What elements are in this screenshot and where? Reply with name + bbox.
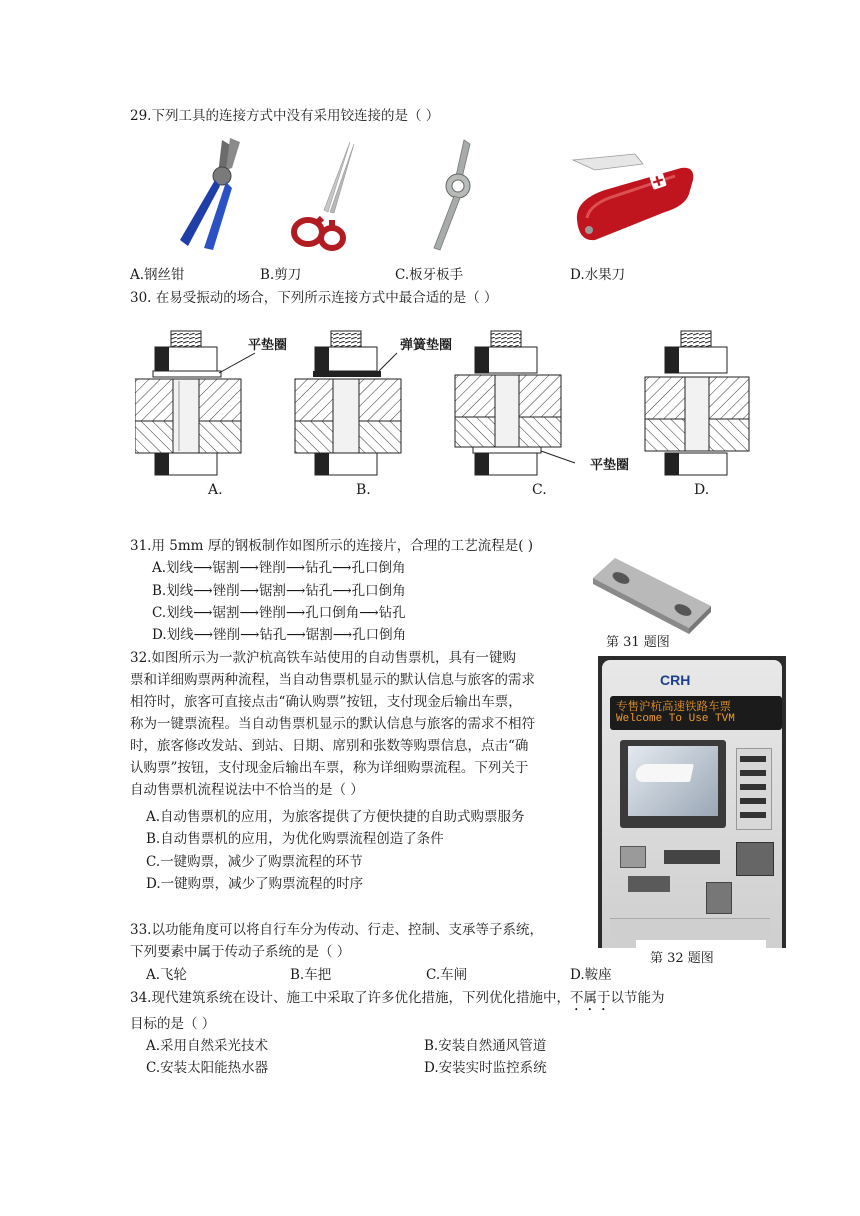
q33-option-a: A.飞轮 bbox=[146, 967, 188, 983]
q32-stem-line: 认购票”按钮，支付现金后输出车票，称为详细购票流程。下列关于 bbox=[130, 760, 529, 776]
q33-stem-line-1: 33.以功能角度可以将自行车分为传动、行走、控制、支承等子系统， bbox=[130, 922, 543, 938]
q32-stem-line: 称为一键票流程。当自动售票机显示的默认信息与旅客的需求不相符 bbox=[130, 716, 535, 732]
scissors-image bbox=[280, 140, 360, 252]
q34-stem-line-2: 目标的是（ ） bbox=[130, 1016, 216, 1032]
q29-option-a: A.钢丝钳 bbox=[130, 267, 185, 283]
bolt-figure-a bbox=[135, 331, 255, 475]
q30-stem: 30. 在易受振动的场合，下列所示连接方式中最合适的是（ ） bbox=[130, 290, 498, 306]
spring-washer-label-b: 弹簧垫圈 bbox=[400, 337, 453, 352]
pliers-image bbox=[160, 136, 250, 254]
q29-stem: 29.下列工具的连接方式中没有采用铰连接的是（ ） bbox=[130, 108, 440, 124]
q29-option-d: D.水果刀 bbox=[570, 267, 626, 283]
flat-washer-label-a: 平垫圈 bbox=[248, 337, 288, 352]
q29-option-b: B.剪刀 bbox=[260, 267, 302, 283]
ticket-outlet bbox=[664, 850, 720, 864]
q31-option-b: B.划线⟶锉削⟶锯割⟶钻孔⟶孔口倒角 bbox=[152, 583, 406, 599]
q32-stem-line: 32.如图所示为一款沪杭高铁车站使用的自动售票机，具有一键购 bbox=[130, 650, 516, 666]
crh-logo: CRH bbox=[660, 672, 691, 688]
die-wrench-image bbox=[420, 138, 480, 254]
q30-option-c: C. bbox=[532, 482, 547, 498]
led-display-line-1: 专售沪杭高速铁路车票 bbox=[616, 701, 731, 714]
q31-option-c: C.划线⟶锯割⟶锉削⟶孔口倒角⟶钻孔 bbox=[152, 605, 406, 621]
bolt-figure-d bbox=[645, 331, 749, 475]
q34-option-c: C.安装太阳能热水器 bbox=[146, 1060, 269, 1076]
q32-stem-line: 票和详细购票两种流程，当自动售票机显示的默认信息与旅客的需求 bbox=[130, 672, 535, 688]
q30-option-b: B. bbox=[356, 482, 371, 498]
q30-option-d: D. bbox=[694, 482, 710, 498]
q34-option-b: B.安装自然通风管道 bbox=[424, 1038, 547, 1054]
q32-stem-line: 相符时，旅客可直接点击“确认购票”按钮，支付现金后输出车票， bbox=[130, 694, 522, 710]
q32-stem-line: 时，旅客修改发站、到站、日期、席别和张数等购票信息，点击“确 bbox=[130, 738, 529, 754]
cash-slot bbox=[736, 842, 774, 876]
q33-option-b: B.车把 bbox=[290, 967, 332, 983]
q31-figure-caption: 第 31 题图 bbox=[606, 635, 670, 650]
q31-option-a: A.划线⟶锯割⟶锉削⟶钻孔⟶孔口倒角 bbox=[152, 560, 406, 576]
q32-stem-line: 自动售票机流程说法中不恰当的是（ ） bbox=[130, 782, 364, 798]
fruit-knife-image bbox=[565, 150, 700, 250]
q31-stem: 31.用 5mm 厚的钢板制作如图所示的连接片，合理的工艺流程是( ) bbox=[130, 538, 534, 554]
flat-washer-label-c: 平垫圈 bbox=[590, 457, 630, 472]
q34-stem-line-1: 34.现代建筑系统在设计、施工中采取了许多优化措施，下列优化措施中，不属于以节能为 bbox=[130, 990, 665, 1006]
q32-figure-caption: 第 32 题图 bbox=[650, 951, 714, 966]
q32-option-b: B.自动售票机的应用，为优化购票流程创造了条件 bbox=[146, 831, 444, 847]
led-display-line-2: Welcome To Use TVM bbox=[616, 713, 735, 725]
q33-option-c: C.车闸 bbox=[426, 967, 468, 983]
q33-option-d: D.鞍座 bbox=[570, 967, 612, 983]
q34-option-d: D.安装实时监控系统 bbox=[424, 1060, 547, 1076]
bolt-figure-b bbox=[295, 331, 401, 475]
q32-stem bbox=[130, 647, 590, 801]
q32-option-c: C.一键购票，减少了购票流程的环节 bbox=[146, 854, 363, 870]
q31-option-d: D.划线⟶锉削⟶钻孔⟶锯割⟶孔口倒角 bbox=[152, 627, 407, 643]
q30-option-a: A. bbox=[208, 482, 223, 498]
connecting-plate-image bbox=[585, 548, 715, 634]
bolt-figure-c bbox=[455, 331, 575, 475]
keypad bbox=[706, 882, 732, 914]
card-reader bbox=[628, 876, 670, 892]
q34-option-a: A.采用自然采光技术 bbox=[146, 1038, 269, 1054]
ticket-machine-image bbox=[598, 656, 786, 948]
q33-stem-line-2: 下列要素中属于传动子系统的是（ ） bbox=[130, 944, 351, 960]
q32-option-a: A.自动售票机的应用，为旅客提供了方便快捷的自助式购票服务 bbox=[146, 809, 525, 825]
coin-slot bbox=[620, 846, 646, 868]
q29-option-c: C.板牙板手 bbox=[395, 267, 464, 283]
q34-emphasis: 不属于 bbox=[569, 990, 611, 1006]
q32-option-d: D.一键购票，减少了购票流程的时序 bbox=[146, 876, 364, 892]
